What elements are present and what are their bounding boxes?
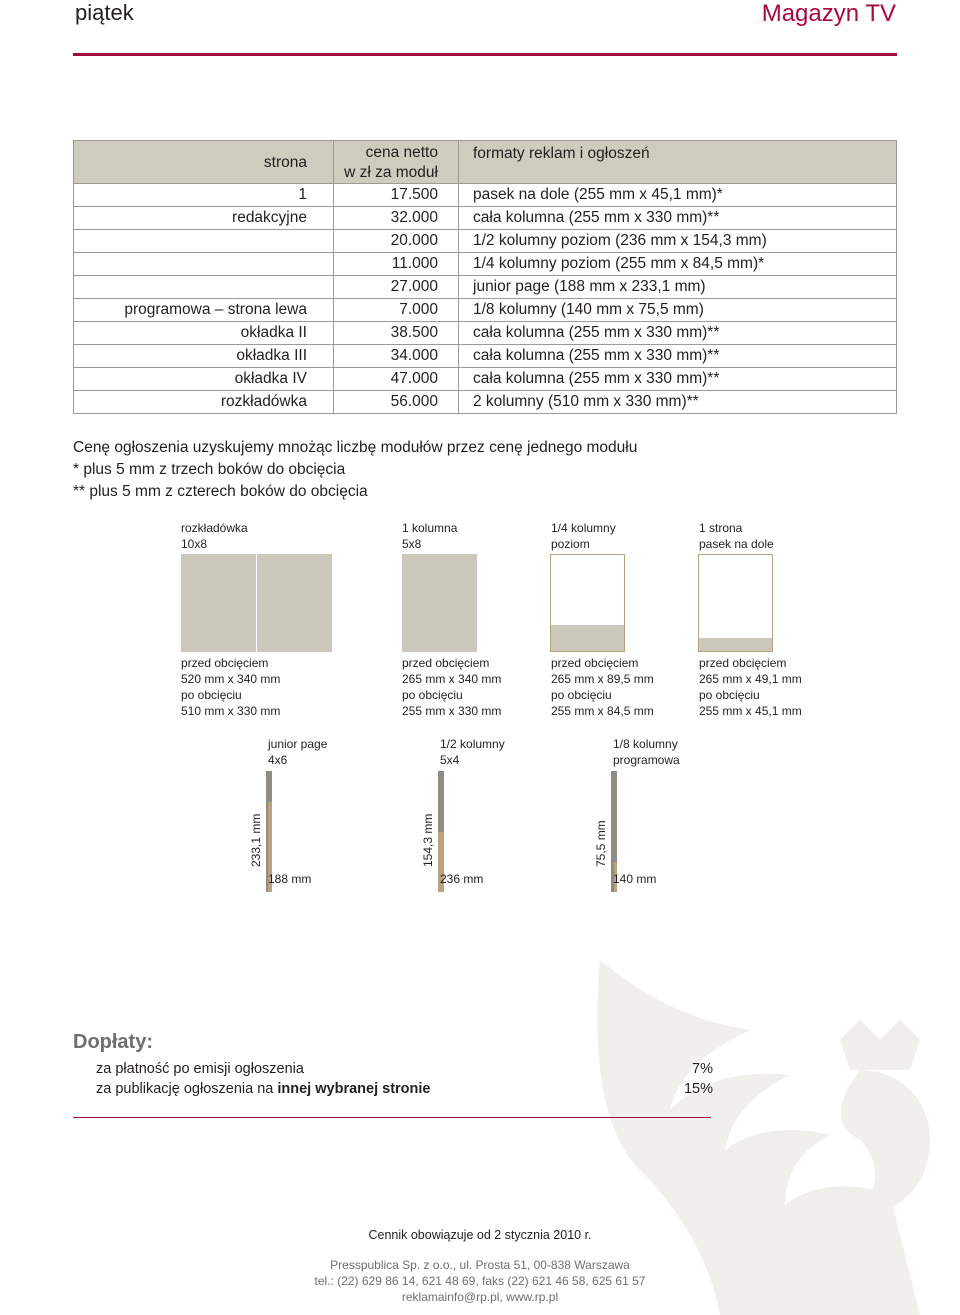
page-after-size: 255 mm x 330 mm xyxy=(402,704,502,718)
quarter-fill xyxy=(551,625,624,651)
format-strip-title: 1 strona xyxy=(699,521,743,535)
table-row: rozkładówka 56.000 2 kolumny (510 mm x 330 mm)** xyxy=(74,391,897,414)
format-half-title: 1/2 kolumny xyxy=(440,737,505,751)
note-price: Cenę ogłoszenia uzyskujemy mnożąc liczbę modułów przez cenę jednego modułu xyxy=(73,439,638,456)
junior-width: 188 mm xyxy=(268,872,312,886)
grid-module xyxy=(271,802,272,817)
spread-after-label: po obcięciu xyxy=(181,688,242,702)
grid-module xyxy=(616,817,617,832)
surcharge-bold: innej wybranej stronie xyxy=(277,1081,431,1097)
note-four-sides: ** plus 5 mm z czterech boków do obcięcia xyxy=(73,483,368,500)
header-cena: cena netto w zł za moduł xyxy=(334,141,459,184)
rates-table xyxy=(73,140,897,414)
grid-module xyxy=(443,847,444,862)
page-diagram xyxy=(402,554,477,652)
grid-module xyxy=(616,802,617,817)
quarter-before-label: przed obcięciem xyxy=(551,656,639,670)
page-before-label: przed obcięciem xyxy=(402,656,490,670)
format-page-sub: 5x8 xyxy=(402,537,422,551)
grid-module xyxy=(443,832,444,847)
grid-module xyxy=(616,847,617,862)
format-half-sub: 5x4 xyxy=(440,753,460,767)
grid-module xyxy=(616,772,617,787)
strip-fill xyxy=(699,638,772,651)
spread-divider xyxy=(256,554,257,652)
half-height: 154,3 mm xyxy=(421,813,435,867)
half-width: 236 mm xyxy=(440,872,484,886)
surcharge-rule xyxy=(73,1117,711,1118)
header-strona: strona xyxy=(74,141,334,184)
table-row: 27.000 junior page (188 mm x 233,1 mm) xyxy=(74,276,897,299)
surcharge-item: za płatność po emisji ogłoszenia xyxy=(96,1061,304,1077)
grid-module xyxy=(443,802,444,817)
grid-module xyxy=(616,832,617,847)
spread-before-size: 520 mm x 340 mm xyxy=(181,672,281,686)
grid-module xyxy=(443,787,444,802)
format-junior-title: junior page xyxy=(268,737,328,751)
table-row: okładka II 38.500 cała kolumna (255 mm x 330 mm)** xyxy=(74,322,897,345)
format-strip-sub: pasek na dole xyxy=(699,537,774,551)
spread-before-label: przed obcięciem xyxy=(181,656,269,670)
magazine-title: Magazyn TV xyxy=(761,0,896,27)
company-contact: reklamainfo@rp.pl, www.rp.pl xyxy=(401,1290,559,1304)
page-after-label: po obcięciu xyxy=(402,688,463,702)
table-row: 20.000 1/2 kolumny poziom (236 mm x 154,3 mm) xyxy=(74,230,897,253)
surcharge-value: 7% xyxy=(692,1061,713,1077)
company-phones: tel.: (22) 629 86 14, 621 48 69, faks (22) 621 46 58, 625 61 57 xyxy=(314,1274,646,1288)
page-before-size: 265 mm x 340 mm xyxy=(402,672,502,686)
format-eighth-title: 1/8 kolumny xyxy=(613,737,678,751)
strip-after-size: 255 mm x 45,1 mm xyxy=(699,704,802,718)
format-quarter-sub: poziom xyxy=(551,537,590,551)
format-page-title: 1 kolumna xyxy=(402,521,458,535)
format-quarter-title: 1/4 kolumny xyxy=(551,521,616,535)
table-row: 11.000 1/4 kolumny poziom (255 mm x 84,5 mm)* xyxy=(74,253,897,276)
header-cena-sub: w zł za moduł xyxy=(344,164,438,181)
format-eighth-sub: programowa xyxy=(613,753,680,767)
format-junior-sub: 4x6 xyxy=(268,753,288,767)
table-row: okładka IV 47.000 cała kolumna (255 mm x 330 mm)** xyxy=(74,368,897,391)
junior-height: 233,1 mm xyxy=(249,813,263,867)
grid-module xyxy=(271,772,272,787)
quarter-before-size: 265 mm x 89,5 mm xyxy=(551,672,654,686)
quarter-after-label: po obcięciu xyxy=(551,688,612,702)
table-header-row xyxy=(74,141,897,184)
surcharge-item: za publikację ogłoszenia na innej wybranej stronie xyxy=(96,1081,431,1097)
day-label: piątek xyxy=(75,0,134,25)
header-formaty: formaty reklam i ogłoszeń xyxy=(459,141,897,184)
table-row: programowa – strona lewa 7.000 1/8 kolumny (140 mm x 75,5 mm) xyxy=(74,299,897,322)
table-row: okładka III 34.000 cała kolumna (255 mm x 330 mm)** xyxy=(74,345,897,368)
strip-before-label: przed obcięciem xyxy=(699,656,787,670)
eighth-height: 75,5 mm xyxy=(594,820,608,867)
grid-module xyxy=(271,847,272,862)
notes xyxy=(73,437,637,503)
strip-after-label: po obcięciu xyxy=(699,688,760,702)
note-three-sides: * plus 5 mm z trzech boków do obcięcia xyxy=(73,461,346,478)
grid-module xyxy=(443,817,444,832)
table-row: redakcyjne 32.000 cała kolumna (255 mm x 330 mm)** xyxy=(74,207,897,230)
format-spread-sub: 10x8 xyxy=(181,537,208,551)
grid-module xyxy=(443,772,444,787)
grid-module xyxy=(271,817,272,832)
company-address: Presspublica Sp. z o.o., ul. Prosta 51, 00-838 Warszawa xyxy=(330,1258,630,1272)
surcharge-value: 15% xyxy=(683,1081,713,1097)
quarter-after-size: 255 mm x 84,5 mm xyxy=(551,704,654,718)
grid-module xyxy=(271,787,272,802)
spread-after-size: 510 mm x 330 mm xyxy=(181,704,281,718)
format-spread-title: rozkładówka xyxy=(181,521,248,535)
strip-before-size: 265 mm x 49,1 mm xyxy=(699,672,802,686)
header-rule xyxy=(73,53,897,56)
eighth-width: 140 mm xyxy=(613,872,657,886)
table-row: 1 17.500 pasek na dole (255 mm x 45,1 mm)* xyxy=(74,184,897,207)
surcharges-title: Dopłaty: xyxy=(73,1031,153,1053)
validity-note: Cennik obowiązuje od 2 stycznia 2010 r. xyxy=(368,1228,592,1242)
grid-module xyxy=(616,787,617,802)
grid-module xyxy=(271,832,272,847)
